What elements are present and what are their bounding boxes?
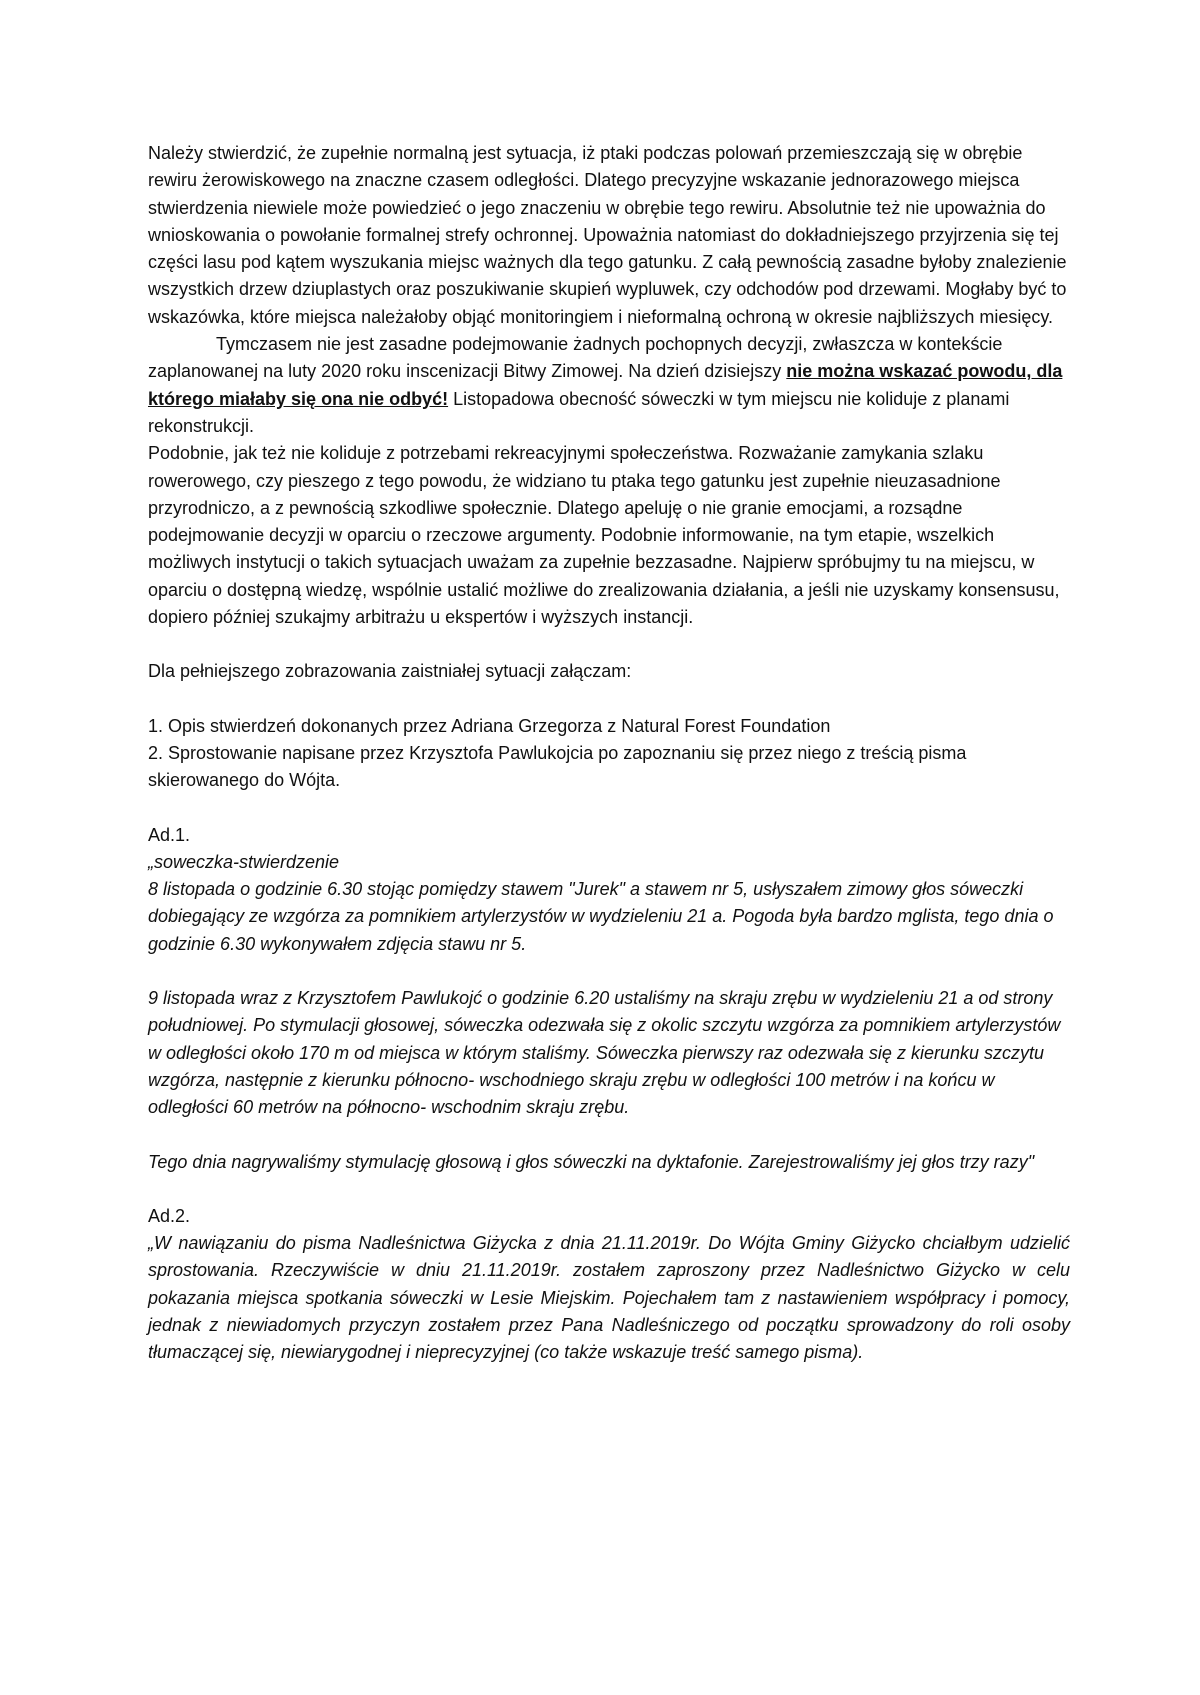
paragraph-2-end: Listopadowa obecność sóweczki w tym miejscu nie koliduje z planami rekonstrukcji. — [148, 388, 1010, 436]
ad1-paragraph-3: Tego dnia nagrywaliśmy stymulację głosową i głos sóweczki na dyktafonie. Zarejestrowaliśmy jej głos trzy razy" — [148, 1151, 1035, 1172]
spacer — [148, 686, 1070, 713]
spacer — [148, 1122, 1070, 1149]
paragraph-2-emphasis: nie można wskazać powodu, dla którego miałaby się ona nie odbyć! — [148, 361, 1063, 409]
attachment-item-1: 1. Opis stwierdzeń dokonanych przez Adriana Grzegorza z Natural Forest Foundation — [148, 715, 831, 736]
attachment-item-2: 2. Sprostowanie napisane przez Krzysztofa Pawlukojcia po zapoznaniu się przez niego z treścią pisma skierowanego do Wójta. — [148, 742, 967, 791]
ad1-title: „soweczka-stwierdzenie — [148, 851, 340, 872]
ad2-paragraph-1: „W nawiązaniu do pisma Nadleśnictwa Giżycka z dnia 21.11.2019r. Do Wójta Gminy Giżycko chciałbym udzielić sprostowania. Rzeczywiście w dniu 21.11.2019r. zostałem zaproszony przez Nadleśnictwo Giżycko w celu pokazania miejsca spotkania sóweczki w Lesie Miejskim. Pojechałem tam z nastawieniem współpracy i pomocy, jednak z niewiadomych przyczyn zostałem przez Pana Nadleśniczego od początku sprowadzony do roli osoby tłumaczącej się, niewiarygodnej i nieprecyzyjnej (co także wskazuje treść samego pisma). — [148, 1233, 1070, 1363]
paragraph-3: Podobnie, jak też nie koliduje z potrzebami rekreacyjnymi społeczeństwa. Rozważanie zamykania szlaku rowerowego, czy pieszego z tego powodu, że widziano tu ptaka tego gatunku jest zupełnie nieuzasadnione przyrodniczo, a z pewnością szkodliwe społecznie. Dlatego apeluję o nie granie emocjami, a rozsądne podejmowanie decyzji w oparciu o rzeczowe argumenty. Podobnie informowanie, na tym etapie, wszelkich możliwych instytucji o takich sytuacjach uważam za zupełnie bezzasadne. Najpierw spróbujmy tu na miejscu, w oparciu o dostępną wiedzę, wspólnie ustalić możliwe do zrealizowania działania, a jeśli nie uzyskamy konsensusu, dopiero później szukajmy arbitrażu u ekspertów i wyższych instancji. — [148, 443, 1060, 628]
spacer — [148, 631, 1070, 658]
ad1-heading: Ad.1. — [148, 824, 191, 845]
spacer — [148, 1176, 1070, 1203]
ad1-paragraph-1: 8 listopada o godzinie 6.30 stojąc pomiędzy stawem "Jurek" a stawem nr 5, usłyszałem zimowy głos sóweczki dobiegający ze wzgórza za pomnikiem artylerzystów w wydzieleniu 21 a. Pogoda była bardzo mglista, tego dnia o godzinie 6.30 wykonywałem zdjęcia stawu nr 5. — [148, 879, 1054, 954]
paragraph-1: Należy stwierdzić, że zupełnie normalną jest sytuacja, iż ptaki podczas polowań przemieszczają się w obrębie rewiru żerowiskowego na znaczne czasem odległości. Dlatego precyzyjne wskazanie jednorazowego miejsca stwierdzenia niewiele może powiedzieć o jego znaczeniu w obrębie tego rewiru. Absolutnie też nie upoważnia do wnioskowania o powołanie formalnej strefy ochronnej. Upoważnia natomiast do dokładniejszego przyjrzenia się tej części lasu pod kątem wyszukania miejsc ważnych dla tego gatunku. Z całą pewnością zasadne byłoby znalezienie wszystkich drzew dziuplastych oraz poszukiwanie skupień wypluwek, czy odchodów pod drzewami. Mogłaby być to wskazówka, które miejsca należałoby objąć monitoringiem i nieformalną ochroną w okresie najbliższych miesięcy. — [148, 143, 1067, 327]
paragraph-2 — [148, 331, 1070, 440]
attachments-intro: Dla pełniejszego zobrazowania zaistniałej sytuacji załączam: — [148, 661, 632, 682]
paragraph-2-start: Tymczasem nie jest zasadne podejmowanie żadnych pochopnych decyzji, zwłaszcza w kontekście zaplanowanej na luty 2020 roku inscenizacji Bitwy Zimowej. Na dzień dzisiejszy — [148, 334, 1003, 382]
ad1-paragraph-2: 9 listopada wraz z Krzysztofem Pawlukojć o godzinie 6.20 ustaliśmy na skraju zrębu w wydzieleniu 21 a od strony południowej. Po stymulacji głosowej, sóweczka odezwała się z okolic szczytu wzgórza za pomnikiem artylerzystów w odległości około 170 m od miejsca w którym staliśmy. Sóweczka pierwszy raz odezwała się z kierunku szczytu wzgórza, następnie z kierunku północno- wschodniego skraju zrębu w odległości 100 metrów i na końcu w odległości 60 metrów na północno- wschodnim skraju zrębu. — [148, 988, 1061, 1118]
spacer — [148, 795, 1070, 822]
document-body — [148, 140, 1070, 1367]
spacer — [148, 958, 1070, 985]
ad2-heading: Ad.2. — [148, 1205, 191, 1226]
